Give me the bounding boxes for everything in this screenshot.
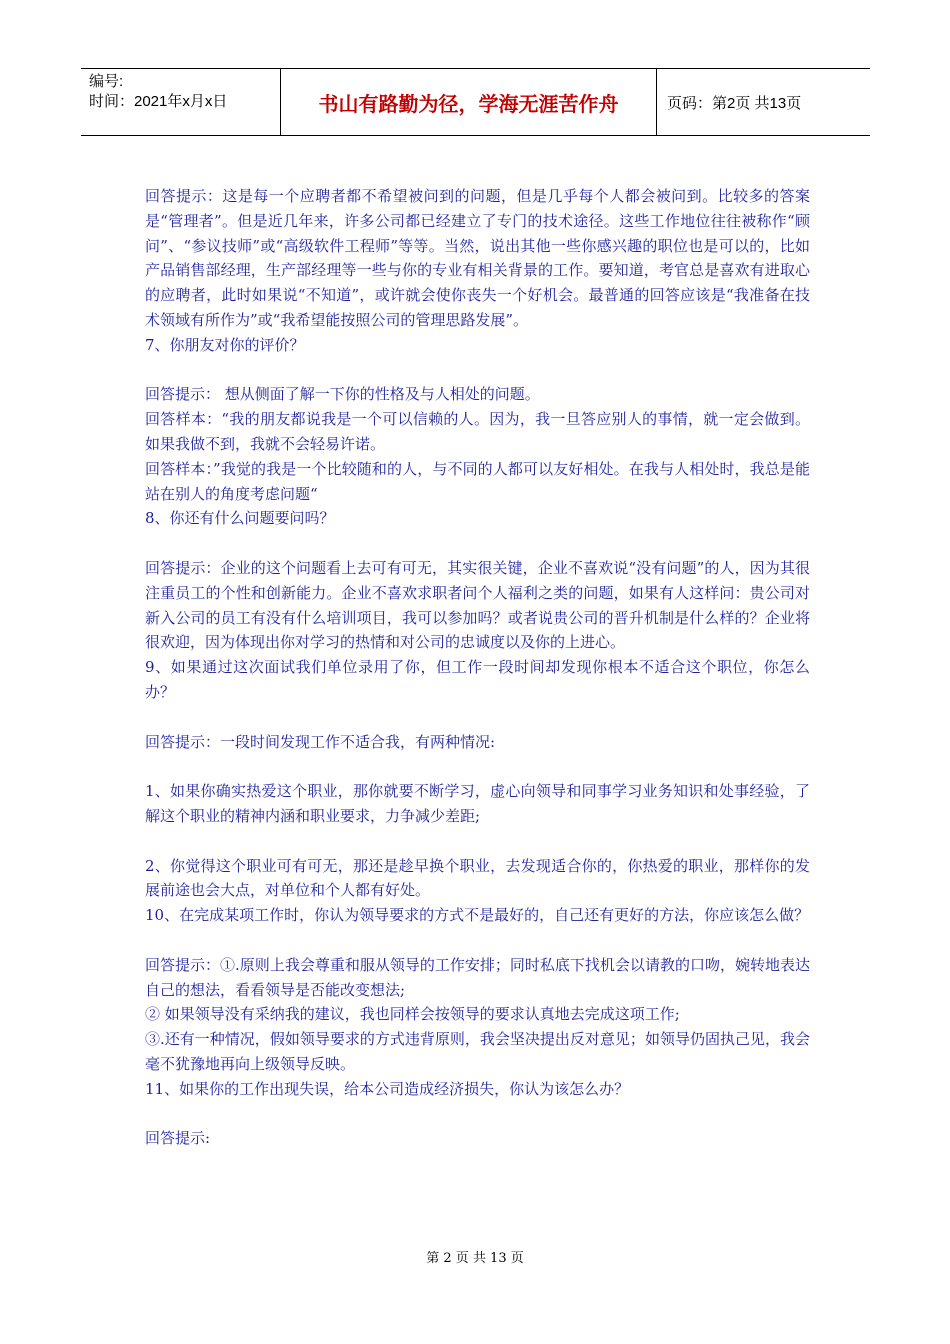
- paragraph: 7、你朋友对你的评价？: [145, 335, 305, 354]
- paragraph-spacer: [145, 1101, 810, 1126]
- paragraph: 回答提示：这是每一个应聘者都不希望被问到的问题，但是几乎每个人都会被问到。比较多的答案是“管理者”。但是近几年来，许多公司都已经建立了专门的技术途径。这些工作地位往往被称作“顾问”、“参议技师”或“高级软件工程师”等等。当然，说出其他一些你感兴趣的职位也是可以的，比如产品销售部经理，生产部经理等一些与你的专业有相关背景的工作。要知道，考官总是喜欢有进取心的应聘者，此时如果说“不知道”，或许就会使你丧失一个好机会。最普通的回答应该是“我准备在技术领域有所作为”或“我希望能按照公司的管理思路发展”。: [145, 187, 810, 329]
- header-meta: [81, 69, 281, 135]
- paragraph: ② 如果领导没有采纳我的建议，我也同样会按领导的要求认真地去完成这项工作;: [145, 1005, 680, 1024]
- document-body: [145, 184, 810, 1151]
- paragraph-spacer: [145, 358, 810, 383]
- paragraph: 2、你觉得这个职业可有可无，那还是趁早换个职业，去发现适合你的，你热爱的职业，那样你的发展前途也会大点，对单位和个人都有好处。: [145, 856, 810, 900]
- paragraph: 回答样本：“我的朋友都说我是一个可以信赖的人。因为，我一旦答应别人的事情，就一定会做到。如果我做不到，我就不会轻易许诺。: [145, 410, 810, 453]
- paragraph-spacer: [145, 705, 810, 730]
- paragraph: 10、在完成某项工作时，你认为领导要求的方式不是最好的，自己还有更好的方法，你应该怎么做？: [145, 906, 810, 925]
- paragraph: 回答提示:: [145, 1129, 211, 1148]
- paragraph-spacer: [145, 829, 810, 854]
- page-header: [81, 68, 870, 136]
- paragraph: 9、如果通过这次面试我们单位录用了你，但工作一段时间却发现你根本不适合这个职位，你怎么办？: [145, 658, 810, 701]
- paragraph: 回答样本：”我觉的我是一个比较随和的人，与不同的人都可以友好相处。在我与人相处时，我总是能站在别人的角度考虑问题“: [145, 459, 810, 503]
- paragraph: 回答提示：企业的这个问题看上去可有可无，其实很关键，企业不喜欢说“没有问题”的人，因为其很注重员工的个性和创新能力。企业不喜欢求职者问个人福利之类的问题，如果有人这样问：贵公司对新入公司的员工有没有什么培训项目，我可以参加吗？或者说贵公司的晋升机制是什么样的？企业将很欢迎，因为体现出你对学习的热情和对公司的忠诚度以及你的上进心。: [145, 558, 810, 652]
- header-motto: 书山有路勤为径，学海无涯苦作舟: [281, 69, 657, 135]
- time-label: 时间：2021年x月x日: [89, 93, 228, 110]
- paragraph: ③.还有一种情况，假如领导要求的方式违背原则，我会坚决提出反对意见；如领导仍固执己见，我会毫不犹豫地再向上级领导反映。: [145, 1030, 810, 1073]
- paragraph-spacer: [145, 754, 810, 779]
- paragraph: 回答提示： 想从侧面了解一下你的性格及与人相处的问题。: [145, 385, 540, 404]
- header-page-info: 页码：第2页 共13页: [667, 94, 802, 112]
- page-footer: 第 2 页 共 13 页: [426, 1251, 524, 1266]
- paragraph: 回答提示：①.原则上我会尊重和服从领导的工作安排；同时私底下找机会以请教的口吻，婉转地表达自己的想法，看看领导是否能改变想法;: [145, 955, 810, 999]
- paragraph: 1、如果你确实热爱这个职业，那你就要不断学习，虚心向领导和同事学习业务知识和处事经验，了解这个职业的精神内涵和职业要求，力争减少差距;: [145, 782, 810, 825]
- paragraph: 8、你还有什么问题要问吗？: [145, 509, 335, 528]
- paragraph: 11、如果你的工作出现失误，给本公司造成经济损失，你认为该怎么办？: [145, 1079, 630, 1098]
- paragraph: 回答提示：一段时间发现工作不适合我，有两种情况:: [145, 732, 496, 751]
- number-label: 编号:: [89, 73, 124, 90]
- paragraph-spacer: [145, 531, 810, 556]
- paragraph-spacer: [145, 928, 810, 953]
